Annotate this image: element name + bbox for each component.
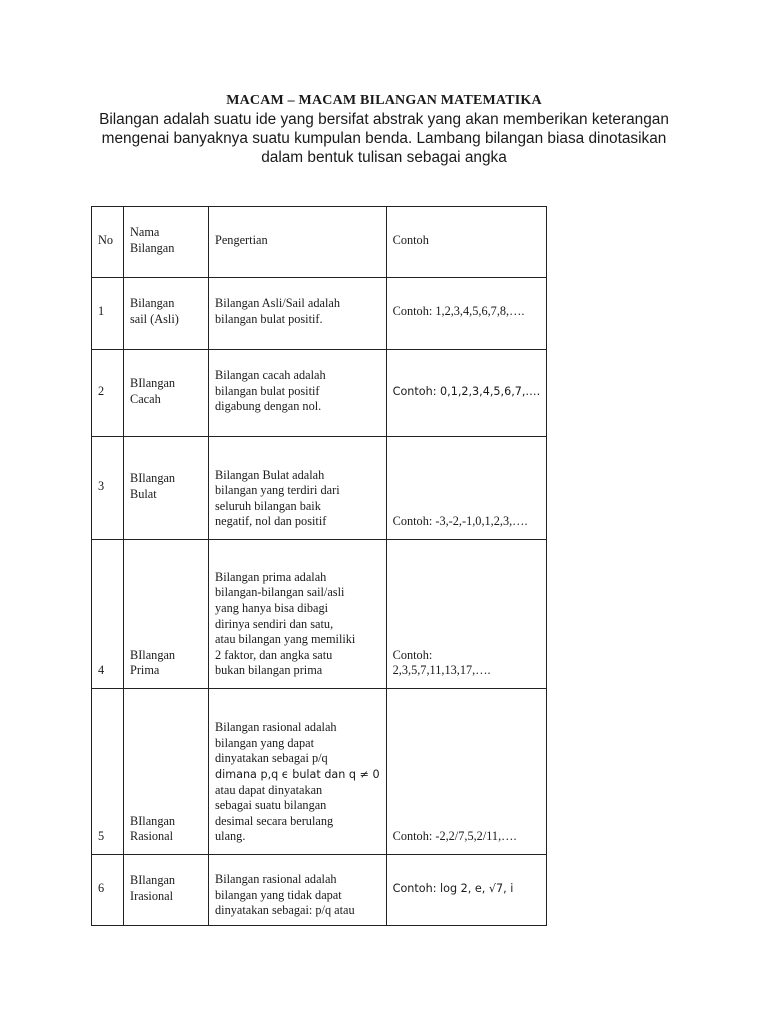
row-example: Contoh: 2,3,5,7,11,13,17,…. (386, 540, 547, 689)
intro-line: dalam bentuk tulisan sebagai angka (261, 149, 507, 166)
row-no: 1 (92, 278, 124, 350)
intro-paragraph (80, 110, 688, 167)
row-name: Bilangan sail (Asli) (124, 278, 209, 350)
table-row (92, 855, 547, 926)
row-name: BIlangan Rasional (124, 689, 209, 855)
table-row (92, 350, 547, 437)
header-example: Contoh (386, 207, 547, 278)
table-header-row (92, 207, 547, 278)
header-no: No (92, 207, 124, 278)
header-definition: Pengertian (209, 207, 387, 278)
table-row (92, 540, 547, 689)
number-types-table (91, 206, 547, 926)
row-definition: Bilangan Asli/Sail adalah bilangan bulat positif. (209, 278, 387, 350)
row-definition: Bilangan Bulat adalah bilangan yang terdiri dari seluruh bilangan baik negatif, nol dan positif (209, 437, 387, 540)
row-example: Contoh: log 2, e, √7, i (386, 855, 547, 926)
row-definition: Bilangan cacah adalah bilangan bulat positif digabung dengan nol. (209, 350, 387, 437)
intro-line: Bilangan adalah suatu ide yang bersifat abstrak yang akan memberikan keterangan (99, 111, 669, 128)
row-definition: Bilangan rasional adalah bilangan yang dapat dinyatakan sebagai p/q dimana p,q ϵ bulat dan q ≠ 0 atau dapat dinyatakan sebagai suatu bilangan desimal secara berulang ulang. (209, 689, 387, 855)
row-name: BIlangan Cacah (124, 350, 209, 437)
row-no: 6 (92, 855, 124, 926)
row-no: 3 (92, 437, 124, 540)
table-row (92, 437, 547, 540)
row-example: Contoh: 0,1,2,3,4,5,6,7,…. (386, 350, 547, 437)
row-example: Contoh: -3,-2,-1,0,1,2,3,…. (386, 437, 547, 540)
row-definition: Bilangan prima adalah bilangan-bilangan sail/asli yang hanya bisa dibagi dirinya sendiri dan satu, atau bilangan yang memiliki 2 faktor, dan angka satu bukan bilangan prima (209, 540, 387, 689)
row-example: Contoh: -2,2/7,5,2/11,…. (386, 689, 547, 855)
table-row (92, 278, 547, 350)
row-no: 5 (92, 689, 124, 855)
row-definition: Bilangan rasional adalah bilangan yang tidak dapat dinyatakan sebagai: p/q atau (209, 855, 387, 926)
row-no: 4 (92, 540, 124, 689)
document-title: MACAM – MACAM BILANGAN MATEMATIKA (226, 93, 542, 108)
row-example: Contoh: 1,2,3,4,5,6,7,8,…. (386, 278, 547, 350)
row-name: BIlangan Bulat (124, 437, 209, 540)
header-name: Nama Bilangan (124, 207, 209, 278)
row-no: 2 (92, 350, 124, 437)
intro-line: mengenai banyaknya suatu kumpulan benda. Lambang bilangan biasa dinotasikan (101, 130, 667, 147)
row-name: BIlangan Prima (124, 540, 209, 689)
row-name: BIlangan Irasional (124, 855, 209, 926)
table-row (92, 689, 547, 855)
